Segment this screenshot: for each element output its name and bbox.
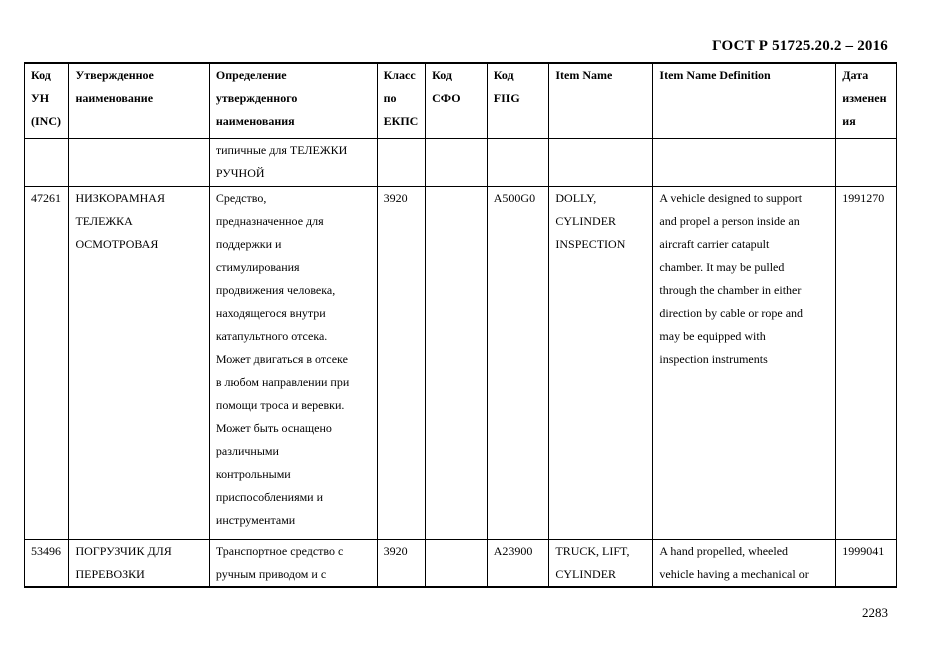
cell-definition: типичные для ТЕЛЕЖКИ РУЧНОЙ: [209, 139, 377, 187]
cell-class: 3920: [377, 540, 426, 588]
header-definition: Определение утвержденного наименования: [209, 63, 377, 139]
cell-item-name: [549, 139, 653, 187]
cell-change-date: 1999041: [836, 540, 897, 588]
table-header-row: [25, 63, 897, 139]
table-row: [25, 139, 897, 187]
cell-approved-name: НИЗКОРАМНАЯ ТЕЛЕЖКА ОСМОТРОВАЯ: [69, 187, 209, 540]
cell-change-date: [836, 139, 897, 187]
classification-table: [24, 62, 897, 588]
cell-class: [377, 139, 426, 187]
cell-change-date: 1991270: [836, 187, 897, 540]
header-item-name: Item Name: [549, 63, 653, 139]
cell-sfo: [426, 139, 488, 187]
cell-item-definition: A vehicle designed to support and propel a person inside an aircraft carrier catapult chamber. It may be pulled through the chamber in either direction by cable or rope and may be equipped with inspection instruments: [653, 187, 836, 540]
cell-fiig: A23900: [487, 540, 549, 588]
cell-definition: Транспортное средство с ручным приводом и с: [209, 540, 377, 588]
table-row: [25, 187, 897, 540]
cell-inc: 47261: [25, 187, 69, 540]
header-inc: Код УН (INC): [25, 63, 69, 139]
cell-fiig: A500G0: [487, 187, 549, 540]
cell-item-name: TRUCK, LIFT, CYLINDER: [549, 540, 653, 588]
cell-fiig: [487, 139, 549, 187]
cell-item-name: DOLLY, CYLINDER INSPECTION: [549, 187, 653, 540]
header-class: Класс по ЕКПС: [377, 63, 426, 139]
cell-item-definition: [653, 139, 836, 187]
cell-item-definition: A hand propelled, wheeled vehicle having a mechanical or: [653, 540, 836, 588]
document-header: ГОСТ Р 51725.20.2 – 2016: [712, 38, 888, 54]
cell-class: 3920: [377, 187, 426, 540]
header-fiig: Код FIIG: [487, 63, 549, 139]
header-approved-name: Утвержденное наименование: [69, 63, 209, 139]
page-number: 2283: [862, 605, 888, 620]
cell-approved-name: ПОГРУЗЧИК ДЛЯ ПЕРЕВОЗКИ: [69, 540, 209, 588]
cell-sfo: [426, 540, 488, 588]
cell-approved-name: [69, 139, 209, 187]
cell-inc: 53496: [25, 540, 69, 588]
cell-inc: [25, 139, 69, 187]
cell-definition: Средство, предназначенное для поддержки и стимулирования продвижения человека, находящегося внутри катапультного отсека. Может двигаться в отсеке в любом направлении при помощи троса и веревки. Может быть оснащено различными контрольными приспособлениями и инструментами: [209, 187, 377, 540]
cell-sfo: [426, 187, 488, 540]
table-row: [25, 540, 897, 588]
header-sfo: Код СФО: [426, 63, 488, 139]
header-change-date: Дата изменен ия: [836, 63, 897, 139]
header-item-name-definition: Item Name Definition: [653, 63, 836, 139]
